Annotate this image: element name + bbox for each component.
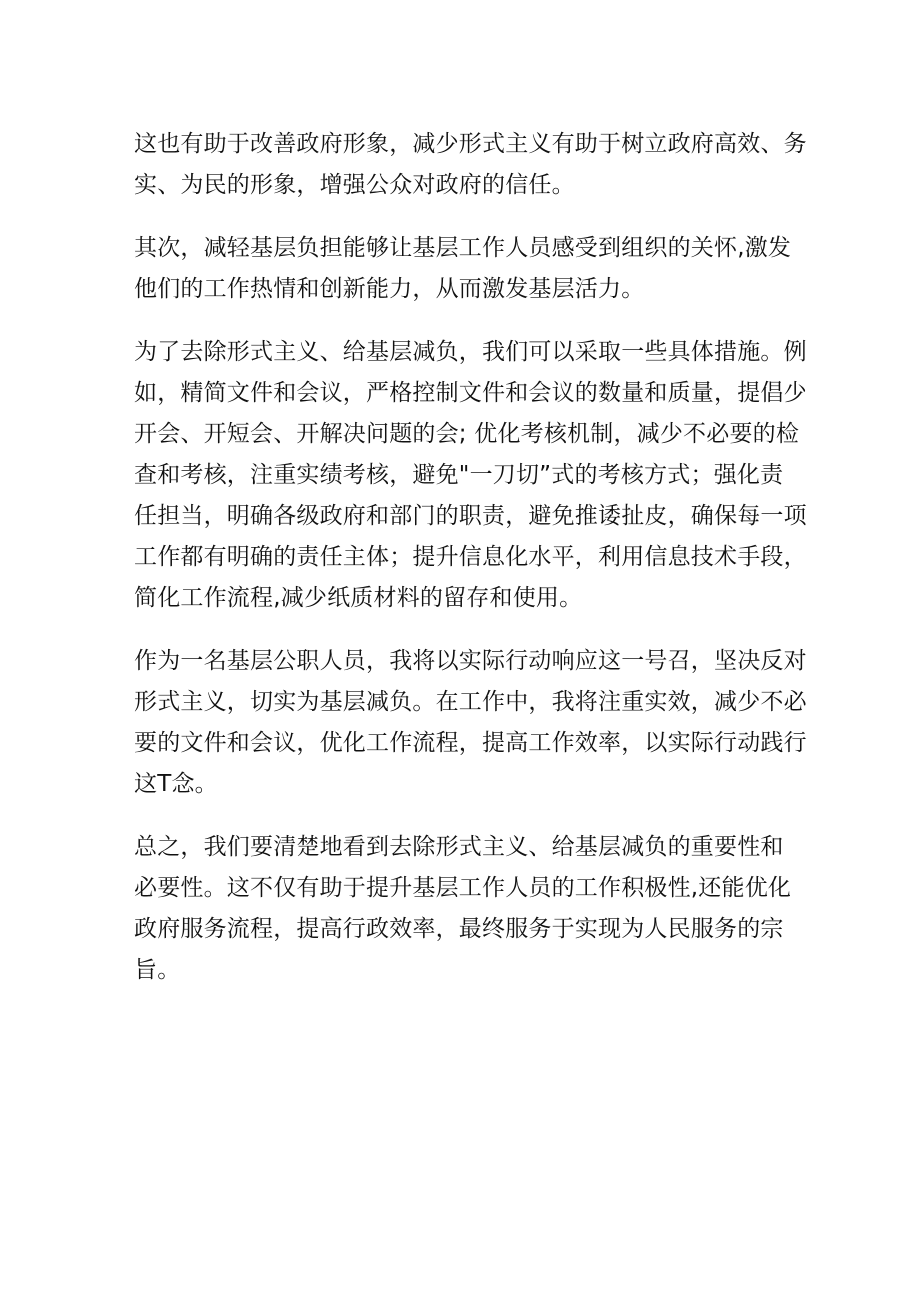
paragraph-line: 工作都有明确的责任主体；提升信息化水平，利用信息技术手段， [134, 544, 807, 570]
paragraph-line: 查和考核，注重实绩考核，避免"一刀切”式的考核方式；强化责 [134, 462, 784, 488]
paragraph-4 [134, 641, 807, 805]
paragraph-line: 任担当，明确各级政府和部门的职责，避免推诿扯皮，确保每一项 [134, 503, 807, 529]
paragraph-line: 形式主义，切实为基层减负。在工作中，我将注重实效，减少不必 [134, 689, 807, 715]
paragraph-line: 为了去除形式主义、给基层减负，我们可以采取一些具体措施。例 [134, 339, 807, 365]
paragraph-line: 这T念。 [134, 771, 218, 797]
paragraph-line: 开会、开短会、开解决问题的会; 优化考核机制，减少不必要的检 [134, 421, 800, 447]
paragraph-line: 如，精简文件和会议，严格控制文件和会议的数量和质量，提倡少 [134, 380, 807, 406]
paragraph-line: 这也有助于改善政府形象，减少形式主义有助于树立政府高效、务 [134, 131, 807, 157]
paragraph-2 [134, 228, 799, 310]
paragraph-line: 作为一名基层公职人员，我将以实际行动响应这一号召，坚决反对 [134, 648, 807, 674]
paragraph-line: 旨。 [134, 957, 181, 983]
document-body [134, 124, 807, 1013]
paragraph-line: 简化工作流程,减少纸质材料的留存和使用。 [134, 585, 583, 611]
paragraph-line: 政府服务流程，提高行政效率，最终服务于实现为人民服务的宗 [134, 916, 784, 942]
paragraph-3 [134, 332, 807, 619]
paragraph-line: 总之，我们要清楚地看到去除形式主义、给基层减负的重要性和 [134, 834, 784, 860]
paragraph-line: 必要性。这不仅有助于提升基层工作人员的工作积极性,还能优化 [134, 875, 792, 901]
paragraph-line: 其次，减轻基层负担能够让基层工作人员感受到组织的关怀,激发 [134, 235, 792, 261]
paragraph-1 [134, 124, 807, 206]
paragraph-line: 实、为民的形象，增强公众对政府的信任。 [134, 172, 575, 198]
paragraph-line: 要的文件和会议，优化工作流程，提高工作效率，以实际行动践行 [134, 730, 807, 756]
paragraph-5 [134, 827, 799, 991]
paragraph-line: 他们的工作热情和创新能力，从而激发基层活力。 [134, 276, 645, 302]
